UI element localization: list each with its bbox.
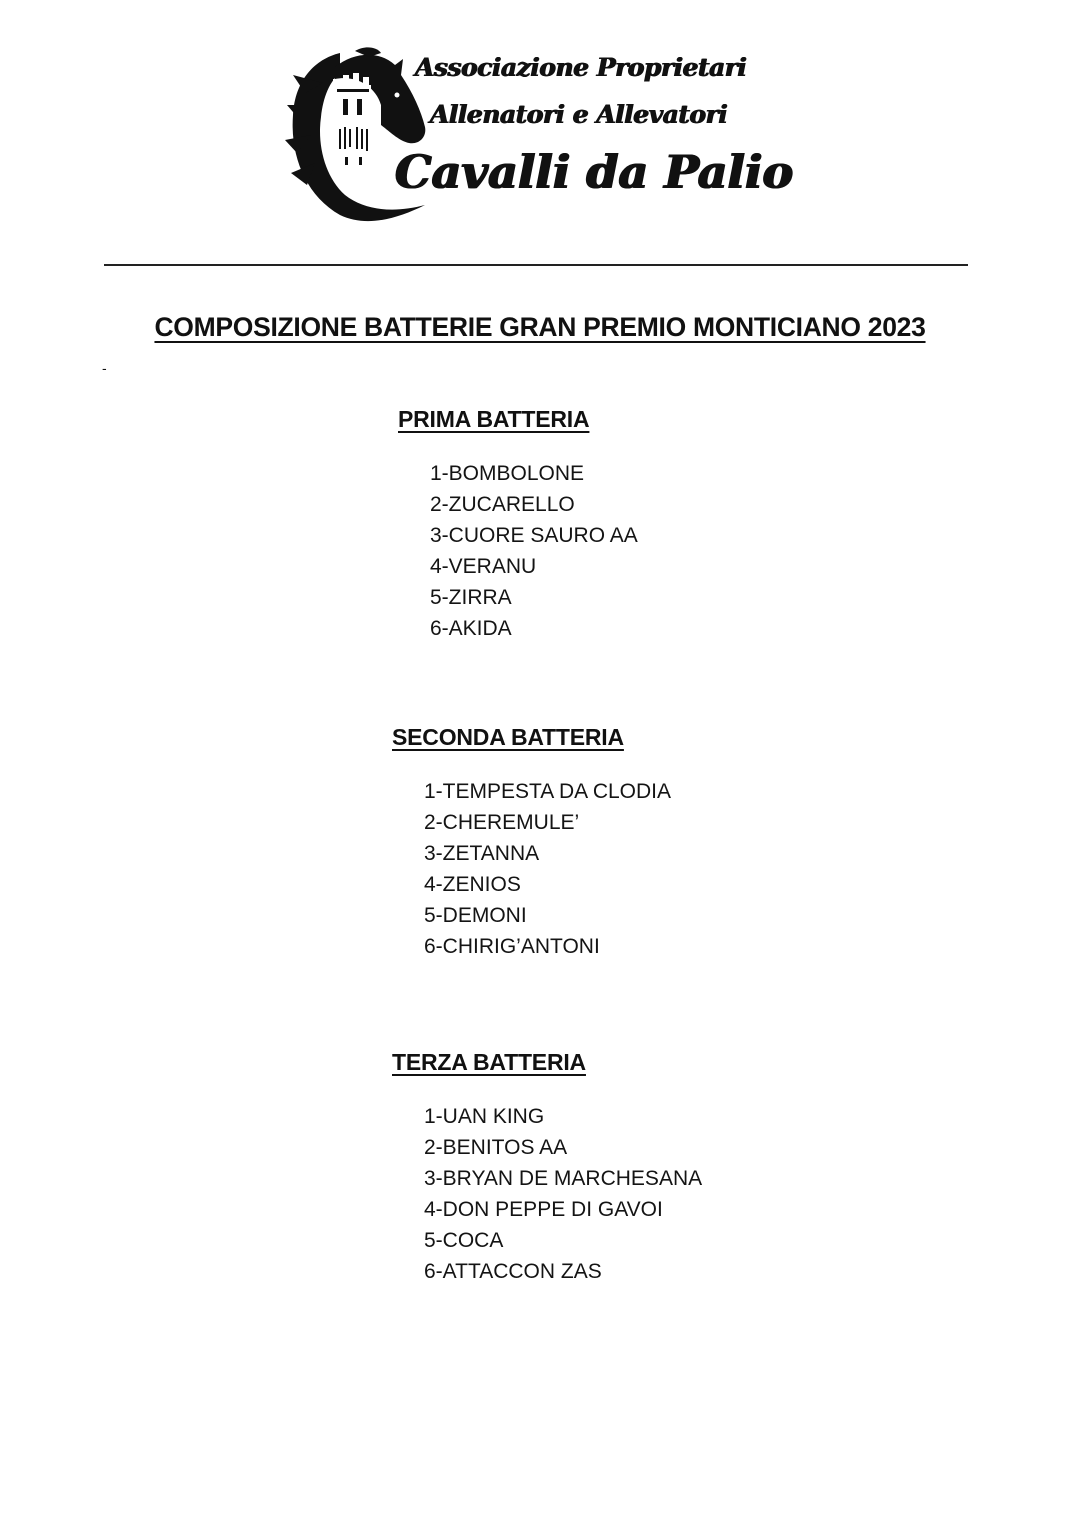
association-logo <box>285 45 805 225</box>
entry-list <box>430 458 638 644</box>
list-item: 3-CUORE SAURO AA <box>430 524 638 547</box>
document-title: COMPOSIZIONE BATTERIE GRAN PREMIO MONTICIANO 2023 <box>154 311 926 342</box>
section-terza-batteria <box>392 1049 703 1283</box>
list-item: 4-DON PEPPE DI GAVOI <box>424 1198 663 1221</box>
entry-list <box>424 776 671 962</box>
list-item: 1-BOMBOLONE <box>430 462 585 485</box>
section-title: SECONDA BATTERIA <box>392 724 624 750</box>
list-item: 5-ZIRRA <box>430 586 512 609</box>
list-item: 5-COCA <box>424 1229 504 1252</box>
list-item: 4-ZENIOS <box>424 873 521 896</box>
list-item: 4-VERANU <box>430 555 537 578</box>
section-seconda-batteria <box>392 724 672 958</box>
list-item: 6-ATTACCON ZAS <box>424 1260 602 1283</box>
header-divider <box>104 264 968 266</box>
list-item: 2-ZUCARELLO <box>430 493 575 516</box>
list-item: 2-BENITOS AA <box>424 1136 568 1159</box>
section-title: TERZA BATTERIA <box>392 1049 586 1075</box>
list-item: 3-ZETANNA <box>424 842 540 865</box>
list-item: 3-BRYAN DE MARCHESANA <box>424 1167 703 1190</box>
entry-list <box>424 1101 702 1287</box>
logo-text-line-2: Allenatori e Allevatori <box>430 100 728 129</box>
section-title: PRIMA BATTERIA <box>398 406 590 432</box>
logo-text-line-1: Associazione Proprietari <box>415 53 747 82</box>
list-item: 5-DEMONI <box>424 904 527 927</box>
list-item: 1-TEMPESTA DA CLODIA <box>424 780 672 803</box>
list-item: 1-UAN KING <box>424 1105 545 1128</box>
section-prima-batteria <box>398 406 638 640</box>
logo-text-line-3: Cavalli da Palio <box>395 145 794 199</box>
stray-dash-mark: - <box>102 360 107 376</box>
list-item: 2-CHEREMULE’ <box>424 811 580 834</box>
list-item: 6-CHIRIG’ANTONI <box>424 935 600 958</box>
list-item: 6-AKIDA <box>430 617 512 640</box>
